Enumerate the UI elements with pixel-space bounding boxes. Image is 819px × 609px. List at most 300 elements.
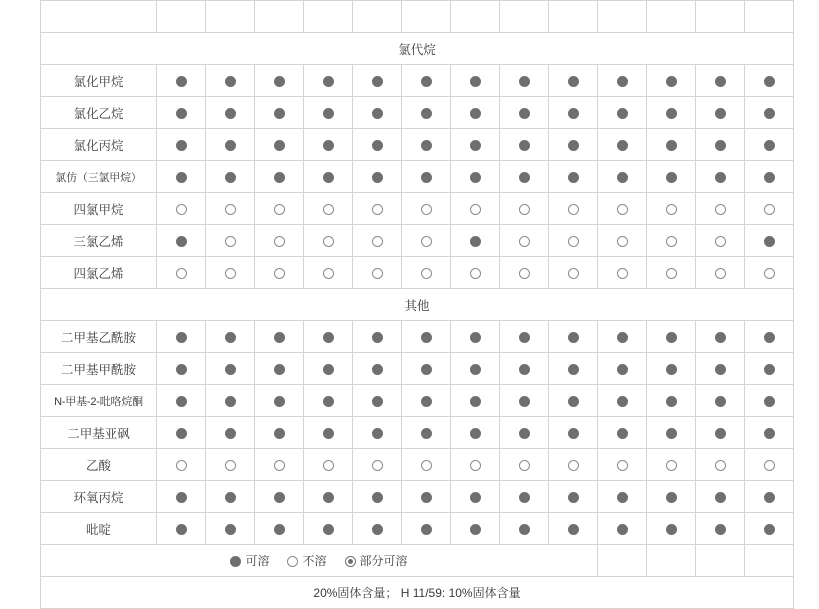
soluble-dot [617,396,628,407]
table-row [41,481,794,513]
solubility-cell [353,257,402,289]
soluble-dot [715,364,726,375]
solubility-cell [451,257,500,289]
insoluble-dot [519,460,530,471]
soluble-dot [519,364,530,375]
soluble-dot [519,524,530,535]
soluble-dot [470,396,481,407]
solubility-cell [206,449,255,481]
insoluble-dot [617,460,628,471]
header-blank-cell [451,1,500,33]
soluble-dot [764,236,775,247]
soluble-dot [176,140,187,151]
insoluble-dot [470,268,481,279]
solubility-cell [647,353,696,385]
soluble-dot [764,108,775,119]
insoluble-dot [225,204,236,215]
insoluble-dot [372,236,383,247]
solubility-cell [745,417,794,449]
soluble-dot [666,524,677,535]
soluble-dot [176,76,187,87]
insoluble-dot [421,268,432,279]
solubility-cell [304,513,353,545]
solubility-cell [500,97,549,129]
solubility-cell [598,257,647,289]
solubility-cell [647,65,696,97]
solubility-cell [157,417,206,449]
solubility-cell [402,97,451,129]
solubility-cell [598,353,647,385]
solubility-cell [647,385,696,417]
insoluble-dot [225,460,236,471]
solubility-cell [500,321,549,353]
soluble-dot [372,396,383,407]
solubility-cell [598,321,647,353]
insoluble-dot [176,268,187,279]
soluble-dot [176,172,187,183]
soluble-dot [715,492,726,503]
header-blank-cell [353,1,402,33]
solubility-cell [549,353,598,385]
soluble-dot [666,108,677,119]
soluble-dot [568,428,579,439]
solubility-cell [451,225,500,257]
soluble-dot [225,140,236,151]
soluble-dot [470,524,481,535]
legend-items [221,552,416,569]
insoluble-dot [715,460,726,471]
soluble-dot [666,140,677,151]
solubility-cell [598,129,647,161]
insoluble-dot [274,460,285,471]
solubility-cell [206,321,255,353]
solubility-cell [745,97,794,129]
soluble-dot [764,332,775,343]
header-blank-cell [745,1,794,33]
insoluble-dot [323,236,334,247]
row-label: 氯仿（三氯甲烷） [41,161,157,193]
solubility-cell [353,513,402,545]
solubility-cell [353,353,402,385]
soluble-dot [617,428,628,439]
soluble-dot [764,524,775,535]
legend-item [345,552,408,569]
soluble-dot [421,364,432,375]
solubility-cell [696,353,745,385]
solubility-cell [157,449,206,481]
solubility-cell [304,129,353,161]
section-title: 其他 [41,289,794,321]
solubility-cell [304,449,353,481]
insoluble-dot [617,204,628,215]
insoluble-dot [274,268,285,279]
solubility-cell [549,193,598,225]
solubility-cell [402,225,451,257]
soluble-dot [568,364,579,375]
soluble-dot [764,172,775,183]
soluble-dot [764,364,775,375]
solubility-cell [353,321,402,353]
solubility-cell [402,257,451,289]
solubility-cell [255,385,304,417]
solubility-cell [500,161,549,193]
solubility-cell [500,353,549,385]
solubility-cell [549,513,598,545]
soluble-dot [617,76,628,87]
solubility-cell [206,481,255,513]
soluble-dot [225,364,236,375]
solubility-cell [451,161,500,193]
soluble-dot [715,172,726,183]
solubility-cell [157,257,206,289]
insoluble-dot [764,268,775,279]
table-row [41,385,794,417]
solubility-cell [549,417,598,449]
solubility-cell [696,513,745,545]
soluble-dot [470,236,481,247]
solubility-cell [255,225,304,257]
row-label: 环氧丙烷 [41,481,157,513]
solubility-cell [500,513,549,545]
soluble-dot [715,332,726,343]
soluble-dot [764,428,775,439]
table-row [41,321,794,353]
solubility-cell [304,353,353,385]
solubility-cell [206,385,255,417]
solubility-cell [157,353,206,385]
solubility-cell [745,481,794,513]
solubility-cell [451,97,500,129]
soluble-dot [568,76,579,87]
insoluble-dot [666,204,677,215]
header-blank-cell [598,1,647,33]
solubility-cell [598,97,647,129]
legend-blank-cell [745,545,794,577]
soluble-dot [617,108,628,119]
solubility-cell [745,449,794,481]
insoluble-dot [323,460,334,471]
solubility-cell [206,97,255,129]
solubility-cell [647,97,696,129]
solubility-cell [402,385,451,417]
insoluble-dot [568,460,579,471]
header-blank-cell [696,1,745,33]
soluble-dot [421,428,432,439]
insoluble-dot [421,236,432,247]
solubility-cell [402,353,451,385]
solubility-cell [696,193,745,225]
solubility-cell [353,193,402,225]
soluble-dot [519,172,530,183]
soluble-dot [274,108,285,119]
solubility-cell [696,161,745,193]
solubility-cell [255,97,304,129]
insoluble-dot [323,204,334,215]
header-blank-cell [402,1,451,33]
legend-blank-cell [647,545,696,577]
soluble-dot [230,556,241,567]
soluble-dot [666,76,677,87]
solubility-cell [353,161,402,193]
soluble-dot [176,524,187,535]
solubility-cell [451,513,500,545]
insoluble-dot [617,236,628,247]
row-label: 四氯甲烷 [41,193,157,225]
soluble-dot [323,428,334,439]
solubility-cell [745,161,794,193]
solubility-sheet [40,0,779,609]
partial-soluble-dot [345,556,356,567]
solubility-cell [647,449,696,481]
insoluble-dot [568,204,579,215]
soluble-dot [715,108,726,119]
solubility-cell [451,65,500,97]
insoluble-dot [176,204,187,215]
insoluble-dot [568,268,579,279]
solubility-cell [206,161,255,193]
solubility-cell [304,65,353,97]
soluble-dot [470,492,481,503]
solubility-cell [500,257,549,289]
insoluble-dot [666,236,677,247]
solubility-cell [157,97,206,129]
solubility-cell [598,481,647,513]
section-header-row [41,289,794,321]
soluble-dot [470,428,481,439]
footer-row [41,577,794,609]
solubility-cell [647,225,696,257]
solubility-cell [549,65,598,97]
solubility-cell [402,417,451,449]
solubility-cell [353,417,402,449]
solubility-cell [353,129,402,161]
legend-item [230,552,269,569]
header-blank-cell [647,1,696,33]
solubility-cell [598,193,647,225]
solubility-cell [696,129,745,161]
solubility-cell [696,321,745,353]
table-row [41,449,794,481]
legend-label: 可溶 [245,554,270,568]
solubility-cell [598,417,647,449]
soluble-dot [568,108,579,119]
section-header-row [41,33,794,65]
soluble-dot [764,140,775,151]
row-label: 乙酸 [41,449,157,481]
solubility-cell [647,193,696,225]
header-blank-cell [157,1,206,33]
insoluble-dot [225,236,236,247]
solubility-cell [745,65,794,97]
solubility-cell [402,481,451,513]
solubility-cell [353,449,402,481]
solubility-cell [157,513,206,545]
table-row [41,417,794,449]
soluble-dot [372,332,383,343]
insoluble-dot [715,236,726,247]
soluble-dot [372,428,383,439]
soluble-dot [421,172,432,183]
solubility-cell [304,193,353,225]
solubility-cell [304,161,353,193]
insoluble-dot [519,236,530,247]
insoluble-dot [666,460,677,471]
legend-label: 部分可溶 [359,554,408,568]
solubility-cell [304,321,353,353]
soluble-dot [470,332,481,343]
solubility-cell [696,385,745,417]
soluble-dot [421,396,432,407]
solubility-cell [304,225,353,257]
solubility-cell [500,481,549,513]
solubility-cell [696,449,745,481]
solubility-cell [206,225,255,257]
solubility-cell [402,449,451,481]
solubility-table [40,0,794,609]
solubility-cell [745,225,794,257]
solubility-cell [402,129,451,161]
soluble-dot [225,492,236,503]
table-row [41,65,794,97]
solubility-cell [500,449,549,481]
insoluble-dot [715,204,726,215]
soluble-dot [519,76,530,87]
solubility-cell [402,321,451,353]
solubility-cell [549,257,598,289]
solubility-cell [157,225,206,257]
soluble-dot [470,364,481,375]
soluble-dot [225,428,236,439]
soluble-dot [274,76,285,87]
solubility-cell [255,257,304,289]
solubility-cell [402,65,451,97]
soluble-dot [764,492,775,503]
solubility-cell [745,513,794,545]
solubility-cell [647,513,696,545]
insoluble-dot [323,268,334,279]
row-label: N-甲基-2-吡咯烷酮 [41,385,157,417]
insoluble-dot [176,460,187,471]
soluble-dot [764,396,775,407]
soluble-dot [666,172,677,183]
soluble-dot [176,396,187,407]
solubility-cell [255,353,304,385]
solubility-cell [647,257,696,289]
solubility-cell [696,65,745,97]
insoluble-dot [287,556,298,567]
soluble-dot [372,108,383,119]
legend [41,545,598,577]
solubility-cell [157,385,206,417]
footer-note: 20%固体含量； H 11/59: 10%固体含量 [41,577,794,609]
solubility-cell [745,129,794,161]
solubility-cell [157,65,206,97]
solubility-cell [451,385,500,417]
soluble-dot [274,428,285,439]
solubility-cell [255,449,304,481]
solubility-cell [206,65,255,97]
soluble-dot [323,396,334,407]
soluble-dot [568,524,579,535]
row-label: 三氯乙烯 [41,225,157,257]
row-label: 吡啶 [41,513,157,545]
soluble-dot [519,396,530,407]
solubility-cell [647,161,696,193]
soluble-dot [421,76,432,87]
soluble-dot [372,172,383,183]
soluble-dot [617,364,628,375]
solubility-cell [745,321,794,353]
legend-blank-cell [598,545,647,577]
solubility-cell [451,129,500,161]
solubility-cell [255,417,304,449]
row-label: 氯化甲烷 [41,65,157,97]
solubility-cell [598,449,647,481]
soluble-dot [323,172,334,183]
soluble-dot [225,172,236,183]
insoluble-dot [764,204,775,215]
soluble-dot [323,524,334,535]
soluble-dot [274,332,285,343]
solubility-cell [353,97,402,129]
soluble-dot [617,524,628,535]
soluble-dot [323,108,334,119]
soluble-dot [176,108,187,119]
solubility-cell [696,257,745,289]
solubility-cell [549,481,598,513]
solubility-cell [402,161,451,193]
solubility-cell [451,417,500,449]
insoluble-dot [274,236,285,247]
soluble-dot [421,108,432,119]
solubility-cell [500,385,549,417]
solubility-cell [500,65,549,97]
solubility-cell [500,417,549,449]
solubility-cell [598,513,647,545]
soluble-dot [519,428,530,439]
soluble-dot [225,396,236,407]
insoluble-dot [519,204,530,215]
soluble-dot [372,492,383,503]
solubility-cell [206,129,255,161]
solubility-cell [206,513,255,545]
soluble-dot [323,332,334,343]
soluble-dot [176,364,187,375]
soluble-dot [421,492,432,503]
solubility-cell [206,193,255,225]
solubility-cell [304,481,353,513]
table-row [41,353,794,385]
header-blank-cell [500,1,549,33]
soluble-dot [225,524,236,535]
solubility-cell [696,481,745,513]
solubility-cell [402,193,451,225]
legend-item [287,552,326,569]
soluble-dot [666,364,677,375]
soluble-dot [519,492,530,503]
solubility-cell [745,385,794,417]
solubility-cell [647,129,696,161]
soluble-dot [617,492,628,503]
table-row [41,129,794,161]
solubility-cell [696,225,745,257]
solubility-cell [549,129,598,161]
soluble-dot [225,332,236,343]
soluble-dot [372,76,383,87]
solubility-cell [353,481,402,513]
soluble-dot [715,76,726,87]
soluble-dot [421,524,432,535]
